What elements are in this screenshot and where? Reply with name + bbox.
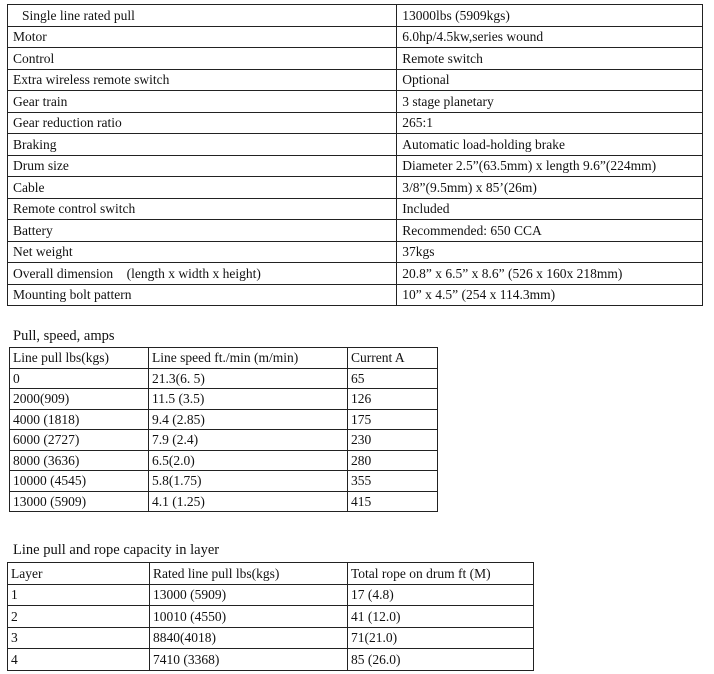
table-row [8,134,703,156]
table-row [8,606,534,628]
column-header: Total rope on drum ft (M) [348,563,534,585]
table-row [8,198,703,220]
spec-value: 37kgs [397,241,703,263]
table-cell: 415 [348,491,438,512]
spec-label: Gear train [8,91,397,113]
table-row [10,430,438,451]
table-cell: 13000 (5909) [10,491,149,512]
table-cell: 13000 (5909) [150,584,348,606]
table-cell: 10000 (4545) [10,471,149,492]
table-row [8,627,534,649]
table-cell: 11.5 (3.5) [149,389,348,410]
column-header: Rated line pull lbs(kgs) [150,563,348,585]
table-cell: 7410 (3368) [150,649,348,671]
spec-label: Extra wireless remote switch [8,69,397,91]
pull-speed-amps-table [9,347,438,512]
spec-label: Net weight [8,241,397,263]
spec-label: Remote control switch [8,198,397,220]
column-header: Layer [8,563,150,585]
column-header: Current A [348,348,438,369]
table-row [8,5,703,27]
table-cell: 17 (4.8) [348,584,534,606]
table-cell: 3 [8,627,150,649]
spec-value: 13000lbs (5909kgs) [397,5,703,27]
pull-speed-amps-title: Pull, speed, amps [13,328,115,344]
spec-value: Recommended: 650 CCA [397,220,703,242]
table-row [10,368,438,389]
spec-label: Single line rated pull [8,5,397,27]
table-row [10,491,438,512]
spec-value: Automatic load-holding brake [397,134,703,156]
spec-value: 6.0hp/4.5kw,series wound [397,26,703,48]
spec-label: Battery [8,220,397,242]
table-cell: 1 [8,584,150,606]
spec-value: Remote switch [397,48,703,70]
table-row [8,263,703,285]
column-header: Line speed ft./min (m/min) [149,348,348,369]
specifications-table [7,4,703,306]
table-row [8,155,703,177]
table-header-row [8,563,534,585]
table-cell: 4.1 (1.25) [149,491,348,512]
table-cell: 4 [8,649,150,671]
table-row [8,48,703,70]
table-row [8,584,534,606]
table-cell: 4000 (1818) [10,409,149,430]
table-cell: 65 [348,368,438,389]
table-row [8,220,703,242]
table-header-row [10,348,438,369]
table-row [8,177,703,199]
table-cell: 126 [348,389,438,410]
table-row [8,91,703,113]
spec-value: Optional [397,69,703,91]
table-cell: 2 [8,606,150,628]
table-row [8,112,703,134]
spec-label: Gear reduction ratio [8,112,397,134]
spec-value: 3/8”(9.5mm) x 85’(26m) [397,177,703,199]
table-cell: 6000 (2727) [10,430,149,451]
spec-label: Motor [8,26,397,48]
table-cell: 8840(4018) [150,627,348,649]
table-cell: 10010 (4550) [150,606,348,628]
table-row [8,649,534,671]
table-cell: 8000 (3636) [10,450,149,471]
spec-label: Braking [8,134,397,156]
spec-label: Overall dimension (length x width x height) [8,263,397,285]
table-cell: 7.9 (2.4) [149,430,348,451]
table-cell: 355 [348,471,438,492]
spec-label: Drum size [8,155,397,177]
table-cell: 280 [348,450,438,471]
spec-value: 20.8” x 6.5” x 8.6” (526 x 160x 218mm) [397,263,703,285]
column-header: Line pull lbs(kgs) [10,348,149,369]
table-row [8,241,703,263]
table-row [10,471,438,492]
table-row [8,284,703,306]
spec-value: 10” x 4.5” (254 x 114.3mm) [397,284,703,306]
table-cell: 21.3(6. 5) [149,368,348,389]
spec-value: 265:1 [397,112,703,134]
table-row [8,26,703,48]
table-cell: 2000(909) [10,389,149,410]
table-cell: 9.4 (2.85) [149,409,348,430]
spec-value: 3 stage planetary [397,91,703,113]
spec-label: Control [8,48,397,70]
spec-label: Cable [8,177,397,199]
table-cell: 5.8(1.75) [149,471,348,492]
table-row [8,69,703,91]
table-row [10,389,438,410]
spec-value: Diameter 2.5”(63.5mm) x length 9.6”(224mm) [397,155,703,177]
spec-label: Mounting bolt pattern [8,284,397,306]
table-cell: 71(21.0) [348,627,534,649]
table-cell: 85 (26.0) [348,649,534,671]
table-cell: 41 (12.0) [348,606,534,628]
rope-capacity-title: Line pull and rope capacity in layer [13,542,220,558]
table-row [10,450,438,471]
spec-value: Included [397,198,703,220]
table-row [10,409,438,430]
table-cell: 230 [348,430,438,451]
table-cell: 0 [10,368,149,389]
table-cell: 6.5(2.0) [149,450,348,471]
rope-capacity-table [7,562,534,671]
table-cell: 175 [348,409,438,430]
